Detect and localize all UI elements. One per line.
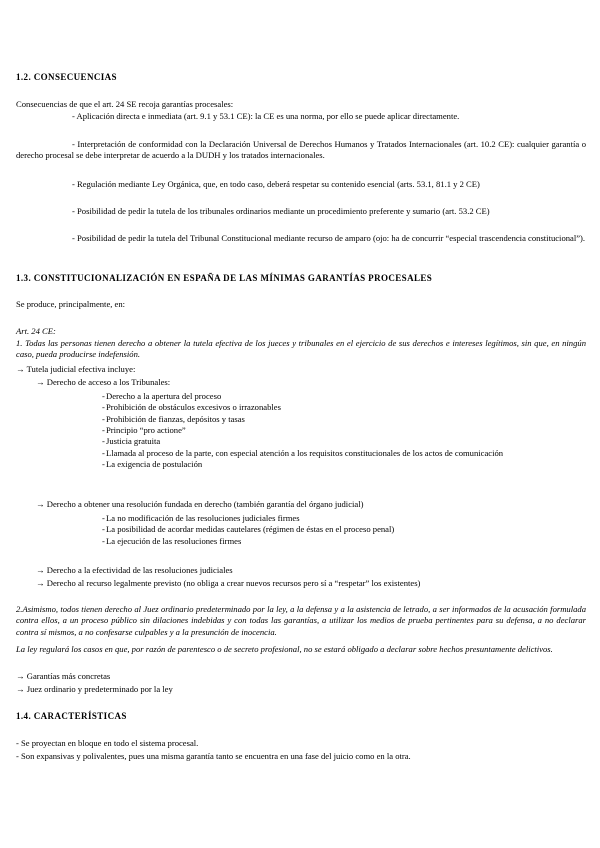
- list-item: - Prohibición de fianzas, depósitos y tasas: [102, 413, 245, 424]
- consequence-item: - Aplicación directa e inmediata (art. 9.1 y 53.1 CE): la CE es una norma, por ello se puede aplicar directamente.: [72, 111, 460, 121]
- garantias-line: → Garantías más concretas: [16, 671, 111, 681]
- characteristic-item: - Se proyectan en bloque en todo el sistema procesal.: [16, 738, 199, 748]
- section-1-3-intro: Se produce, principalmente, en:: [16, 299, 126, 309]
- acceso-list: [16, 391, 586, 470]
- article-label: Art. 24 CE:: [16, 326, 56, 336]
- list-item: - La ejecución de las resoluciones firmes: [102, 535, 242, 546]
- list-item: - La posibilidad de acordar medidas cautelares (régimen de éstas en el proceso penal): [102, 524, 395, 535]
- efectividad-line: → Derecho a la efectividad de las resoluciones judiciales: [36, 565, 233, 575]
- article-paragraph-2: 2.Asimismo, todos tienen derecho al Juez ordinario predeterminado por la ley, a la defensa y a la asistencia de letrado, a ser informados de la acusación formulada contra ellos, a un proceso público sin dilaciones indebidas y con todas las garantías, a utilizar los medios de prueba pertinentes para su defensa, a no declarar contra sí mismos, a no confesarse culpables y a la presunción de inocencia.: [16, 604, 586, 637]
- consequence-item: - Posibilidad de pedir la tutela del Tribunal Constitucional mediante recurso de amparo (ojo: ha de concurrir “especial trascendencia constitucional”).: [72, 233, 586, 243]
- characteristic-item: - Son expansivas y polivalentes, pues una misma garantía tanto se encuentra en una fase del juicio como en la otra.: [16, 751, 411, 761]
- list-item: - Principio “pro actione”: [102, 425, 186, 436]
- juez-line: → Juez ordinario y predeterminado por la ley: [16, 684, 173, 694]
- list-item: - Justicia gratuita: [102, 436, 161, 447]
- list-item: - Prohibición de obstáculos excesivos o irrazonables: [102, 402, 281, 413]
- section-heading-1-4: 1.4. CARACTERÍSTICAS: [16, 711, 127, 721]
- section-heading-1-2: 1.2. CONSECUENCIAS: [16, 72, 117, 82]
- article-paragraph-3: La ley regulará los casos en que, por razón de parentesco o de secreto profesional, no se estará obligado a declarar sobre hechos presuntamente delictivos.: [16, 644, 553, 654]
- tutela-line: → Tutela judicial efectiva incluye:: [16, 364, 136, 374]
- recurso-line: → Derecho al recurso legalmente previsto (no obliga a crear nuevos recursos pero sí a “respetar” los existentes): [36, 578, 421, 588]
- consequence-item: - Regulación mediante Ley Orgánica, que, en todo caso, deberá respetar su contenido esencial (arts. 53.1, 81.1 y 2 CE): [72, 179, 480, 189]
- list-item: - La no modificación de las resoluciones judiciales firmes: [102, 513, 300, 523]
- article-paragraph-1: 1. Todas las personas tienen derecho a obtener la tutela efectiva de los jueces y tribunales en el ejercicio de sus derechos e intereses legítimos, sin que, en ningún caso, pueda producirse indefensión.: [16, 338, 586, 360]
- consequence-item: - Posibilidad de pedir la tutela de los tribunales ordinarios mediante un procedimiento preferente y sumario (art. 53.2 CE): [72, 206, 490, 216]
- list-item: - Llamada al proceso de la parte, con especial atención a los requisitos constitucionales de los actos de comunicación: [102, 447, 504, 458]
- list-item: - Derecho a la apertura del proceso: [102, 391, 222, 401]
- resolucion-line: → Derecho a obtener una resolución fundada en derecho (también garantía del órgano judicial): [36, 499, 364, 509]
- acceso-line: → Derecho de acceso a los Tribunales:: [36, 377, 171, 387]
- resolucion-list: [16, 513, 586, 547]
- section-1-2-intro: Consecuencias de que el art. 24 SE recoja garantías procesales:: [16, 99, 234, 109]
- consequence-item: - Interpretación de conformidad con la Declaración Universal de Derechos Humanos y Tratados Internacionales (art. 10.2 CE): cualquier garantía o derecho procesal se debe interpretar de acuerdo a la DUDH y los tratados internacionales.: [16, 139, 586, 161]
- section-heading-1-3: 1.3. CONSTITUCIONALIZACIÓN EN ESPAÑA DE LAS MÍNIMAS GARANTÍAS PROCESALES: [16, 273, 433, 283]
- list-item: - La exigencia de postulación: [102, 459, 203, 470]
